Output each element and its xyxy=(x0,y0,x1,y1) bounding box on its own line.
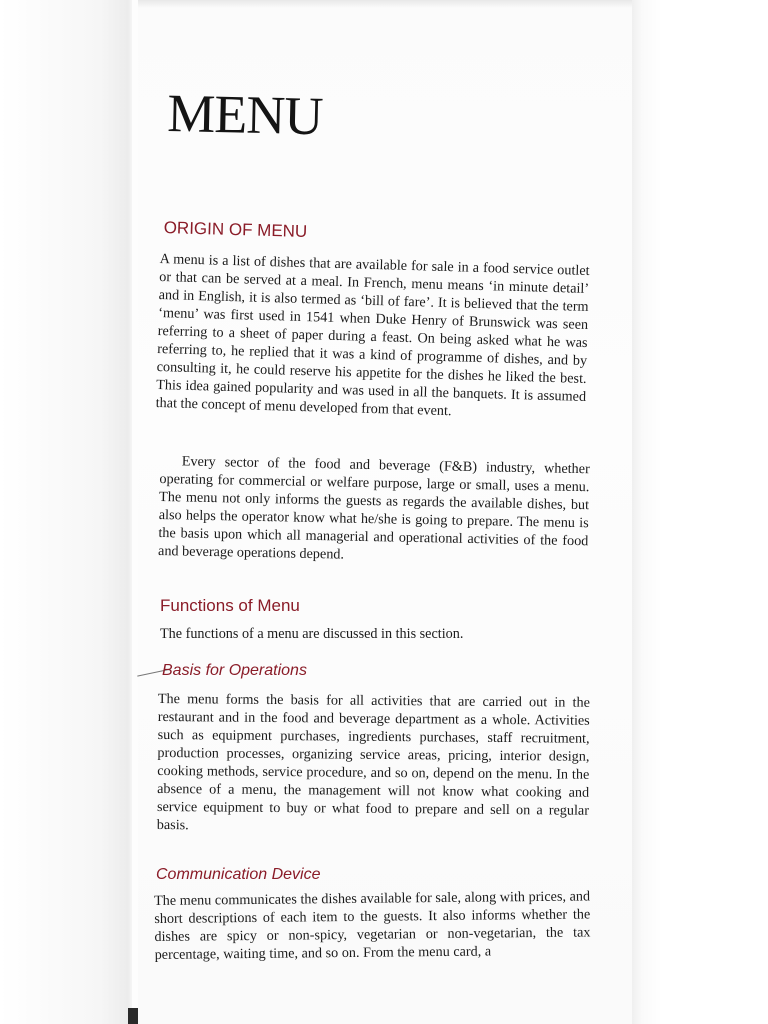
scan-corner xyxy=(128,1008,138,1024)
page-edge xyxy=(632,0,768,1024)
functions-intro: The functions of a menu are discussed in this section. xyxy=(160,626,464,642)
origin-paragraph-2: Every sector of the food and beverage (F&B) industry, whether operating for commercial or welfare purpose, large or small, uses a menu. The menu not only informs the guests as regards the available dishes, but also helps the operator know what he/she is going to prepare. The menu is the basis upon which all managerial and operational activities of the food and beverage operations depend. xyxy=(157,453,590,563)
origin-paragraph-1: A menu is a list of dishes that are available for sale in a food service outlet or that can be served at a meal. In French, menu means ‘in minute detail’ and in English, it is also termed as ‘bill of fare’. It is believed that the term ‘menu’ was first used in 1541 when Duke Henry of Brunswick was seen referring to a sheet of paper during a feast. On being asked what he was referring to, he replied that it was a kind of programme of dishes, and by consulting it, he could reserve his appetite for the dishes he liked the best. This idea gained popularity and was used in all the banquets. It is assumed that the concept of menu developed from that event. xyxy=(155,250,590,420)
subheading-basis-for-operations: Basis for Operations xyxy=(162,662,307,679)
section-heading-origin: ORIGIN OF MENU xyxy=(163,218,308,242)
section-heading-functions: Functions of Menu xyxy=(160,596,300,615)
subheading-communication-device: Communication Device xyxy=(156,866,321,883)
page-top-shade xyxy=(138,0,632,8)
page-title: MENU xyxy=(166,82,323,147)
communication-paragraph: The menu communicates the dishes available for sale, along with prices, and short descriptions of each item to the guests. It also informs whether the dishes are spicy or non-spicy, vegetarian or non-vegetarian, the tax percentage, waiting time, and so on. From the menu card, a xyxy=(154,888,591,963)
book-page xyxy=(138,0,632,1024)
basis-paragraph: The menu forms the basis for all activities that are carried out in the restaurant and in the food and beverage department as a whole. Activities such as equipment purchases, ingredients purchases, staff recruitment, production processes, organizing service areas, pricing, interior design, cooking methods, service procedure, and so on, depend on the menu. In the absence of a menu, the management will not know what cooking and service equipment to buy or what food to prepare and sell on a regular basis. xyxy=(156,690,590,834)
binding-shadow xyxy=(0,0,132,1024)
